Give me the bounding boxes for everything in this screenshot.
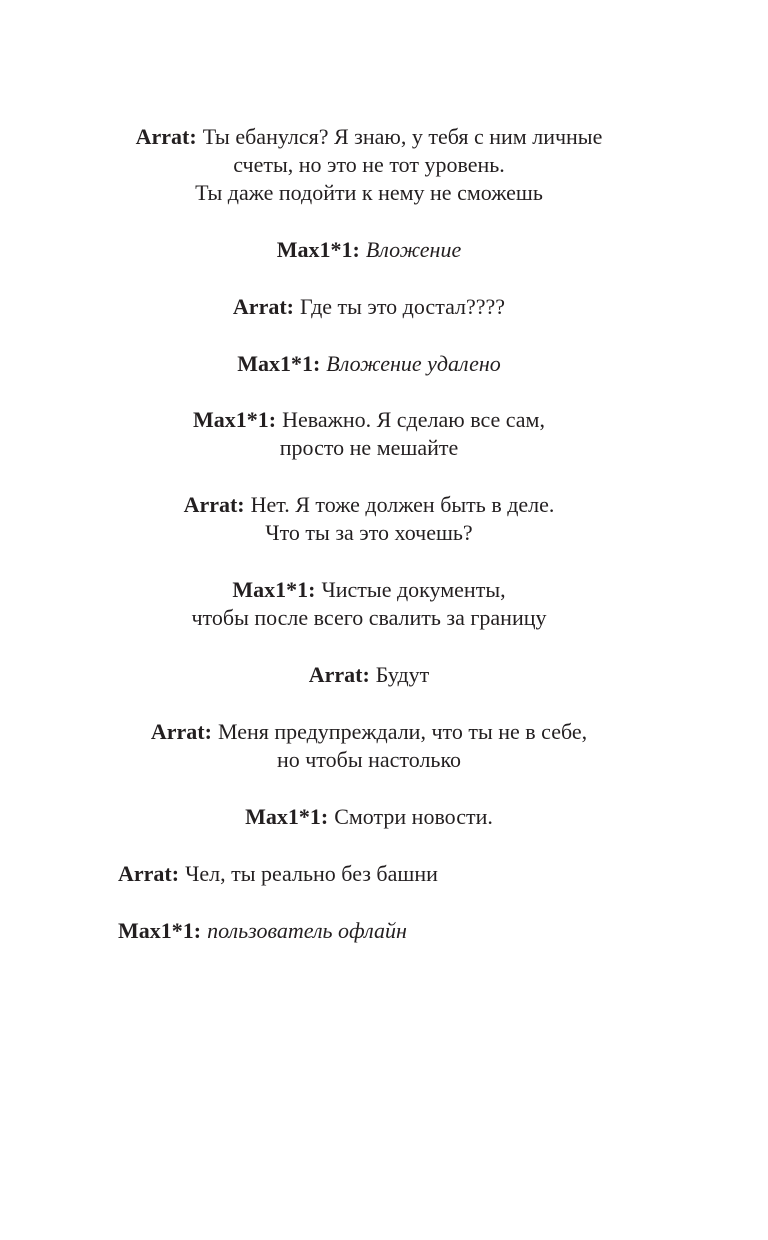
message-line	[0, 123, 738, 151]
message-text: Что ты за это хочешь?	[265, 520, 473, 545]
message-author: Max1*1:	[193, 407, 277, 432]
message-text: Меня предупреждали, что ты не в себе,	[217, 719, 588, 744]
chat-message	[0, 123, 738, 207]
user-offline-status: пользователь офлайн	[207, 918, 407, 943]
message-line	[0, 236, 738, 264]
message-text: Нет. Я тоже должен быть в деле.	[250, 492, 555, 517]
message-line	[0, 803, 738, 831]
attachment-deleted-label: Вложение удалено	[326, 351, 501, 376]
message-author: Arrat:	[183, 492, 245, 517]
message-line	[0, 350, 738, 378]
message-text: просто не мешайте	[279, 435, 459, 460]
message-text: Чел, ты реально без башни	[185, 861, 438, 886]
message-text: Будут	[375, 662, 430, 687]
chat-message	[0, 350, 738, 378]
message-author: Max1*1:	[245, 804, 329, 829]
message-line	[0, 661, 738, 689]
message-line	[0, 293, 738, 321]
message-line	[0, 576, 738, 604]
message-author: Arrat:	[308, 662, 370, 687]
message-text: Ты даже подойти к нему не сможешь	[195, 180, 543, 205]
attachment-label: Вложение	[365, 237, 462, 262]
chat-message	[118, 917, 407, 945]
message-line	[0, 718, 738, 746]
message-text: чтобы после всего свалить за границу	[191, 605, 547, 630]
chat-message	[0, 661, 738, 689]
message-text: Где ты это достал????	[300, 294, 506, 319]
message-line	[0, 491, 738, 519]
message-text: счеты, но это не тот уровень.	[233, 152, 505, 177]
message-author: Max1*1:	[232, 577, 316, 602]
chat-message	[0, 491, 738, 547]
message-text: но чтобы настолько	[276, 747, 462, 772]
message-author: Max1*1:	[237, 351, 321, 376]
chat-message	[0, 236, 738, 264]
chat-message	[118, 860, 438, 888]
chat-message	[0, 293, 738, 321]
message-author: Arrat:	[135, 124, 197, 149]
chat-message	[0, 718, 738, 774]
message-text: Смотри новости.	[334, 804, 493, 829]
message-text: Ты ебанулся? Я знаю, у тебя с ним личные	[202, 124, 603, 149]
message-line	[118, 917, 407, 945]
message-author: Arrat:	[150, 719, 212, 744]
message-author: Max1*1:	[276, 237, 360, 262]
message-text: Неважно. Я сделаю все сам,	[282, 407, 545, 432]
message-author: Arrat:	[118, 861, 180, 886]
message-author: Max1*1:	[118, 918, 202, 943]
message-line	[118, 860, 438, 888]
chat-message	[0, 406, 738, 462]
message-author: Arrat:	[232, 294, 294, 319]
message-text: Чистые документы,	[321, 577, 506, 602]
chat-message	[0, 576, 738, 632]
message-line	[0, 406, 738, 434]
chat-message	[0, 803, 738, 831]
